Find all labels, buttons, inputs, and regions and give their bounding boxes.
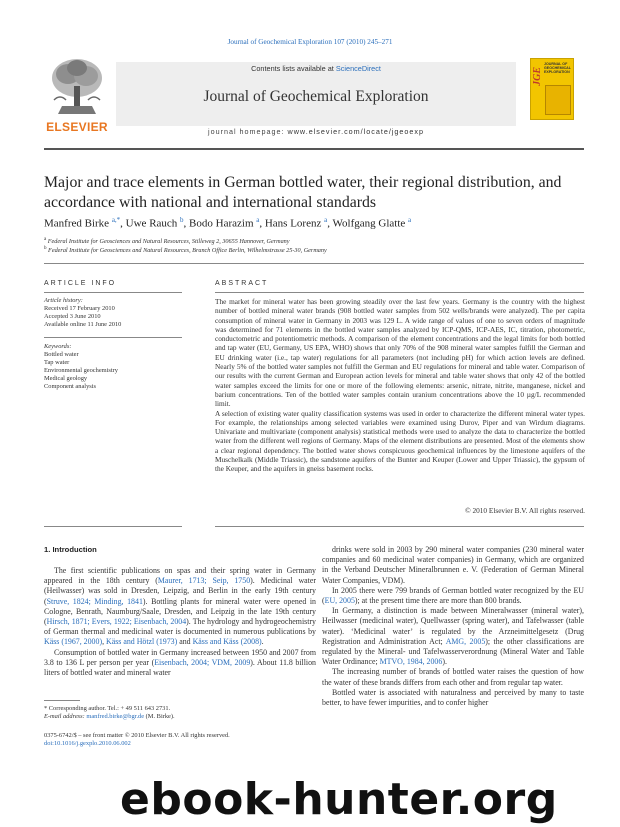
journal-title: Journal of Geochemical Exploration xyxy=(203,88,429,105)
author-list: Manfred Birke $^{a,*}$, Uwe Rauch $^b$, Bodo Harazim $^a$, Hans Lorenz $^a$, Wolfgang Glatte $^a$ xyxy=(44,216,412,230)
body-text: ). The hydrology and hydrogeochemistry of German thermal and medicinal water is documented in numerous publications by xyxy=(44,617,316,637)
contents-line xyxy=(116,64,516,73)
cover-journal-name: JOURNAL OF GEOCHEMICAL EXPLORATION xyxy=(544,62,571,75)
body-text: ). xyxy=(442,657,447,667)
body-paragraph xyxy=(44,566,316,648)
body-paragraph xyxy=(322,545,584,586)
doi-link[interactable]: doi:10.1016/j.gexplo.2010.06.002 xyxy=(44,740,131,747)
citation-link[interactable]: Struve, 1824; Minding, 1841 xyxy=(46,596,143,606)
journal-citation[interactable]: Journal of Geochemical Exploration 107 (2010) 245–271 xyxy=(227,38,393,46)
history-entry: Received 17 February 2010 xyxy=(44,305,115,312)
affiliation-text: Federal Institute for Geosciences and Natural Resources, Stilleweg 2, 30655 Hannover, Germany xyxy=(47,238,290,246)
citation-link[interactable]: Käss and Käss (2008) xyxy=(192,637,262,647)
body-text: and xyxy=(177,637,193,647)
abstract-heading: ABSTRACT xyxy=(215,280,269,287)
affiliation-text: Federal Institute for Geosciences and Natural Resources, Branch Office Berlin, Wilhelmstrasse 25-30, Germany xyxy=(48,247,327,255)
article-history-label: Article history: xyxy=(44,297,83,304)
article-info-heading: ARTICLE INFO xyxy=(44,280,117,287)
watermark: ebook-hunter.org xyxy=(120,774,558,825)
body-text: , xyxy=(102,637,107,647)
author-name[interactable]: Bodo Harazim xyxy=(189,217,254,230)
homepage-url[interactable]: www.elsevier.com/locate/jgeoexp xyxy=(287,127,424,136)
journal-masthead xyxy=(44,54,574,138)
contents-prefix: Contents lists available at xyxy=(251,64,336,73)
body-text: drinks were sold in 2003 by 290 mineral water companies (230 mineral water companies and 60 medicinal water companies) in Germany, which are organized in the Verband Deutscher Mineralbrunnen e. V. (Federation of German Mineral Water Companies, VDM). xyxy=(322,545,584,585)
citation-link[interactable]: Maurer, 1713; Seip, 1750 xyxy=(157,576,251,586)
email-suffix: (M. Birke). xyxy=(144,713,175,720)
abstract-paragraph: A selection of existing water quality classification systems was used in order to characterize the different mineral water types. For example, the relationships among selected variables were examined using Durov, Piper and van Wirdum diagrams. Univariate and multivariate (component analysis) statistical methods were used to analyze the data to characterize the bottled water from the different well regions of Germany. Maps of the element distributions are presented. Most of the elements show a clear regional dependency. The bottled water shows conspicuous geochemical influences by the limestone aquifers of the Muschelkalk (Middle Triassic), the sandstone aquifers of the Bunter and Keuper (Lower and Upper Triassic), the gypsum of the Keuper, and the aquifers in gneiss basement rocks. xyxy=(215,408,585,474)
body-column-right xyxy=(322,545,584,708)
corresponding-author-footnote xyxy=(44,705,316,721)
author-name[interactable]: Uwe Rauch xyxy=(125,217,178,230)
journal-cover-thumbnail[interactable] xyxy=(530,58,574,120)
affiliation-rule xyxy=(44,263,584,264)
abstract-paragraph: The market for mineral water has been growing steadily over the last few years. Germany is the country with the highest number of bottled mineral water brands (908 bottled water samples from 502 wells/brands were analyzed). The per capita consumption of mineral water in Germany in 2003 was 129 L. A wide range of values of one to seven orders of magnitude was determined for 71 elements in the bottled water samples analyzed by ICP-QMS, ICP-AES, IC, titration, photometric, conductometric and potentiometric methods. A comparison of the element concentrations and the legal limits for both bottled and tap water (EU, Germany, US EPA, WHO) shows that only 70% of the 908 mineral water samples fulfill the German and EU drinking water (i.e., tap water) regulations for all parameters (not including pH) for which action levels are defined. Nearly 5% of the bottled water samples not fulfill the German and EU regulations for mineral and table water. Comparison of our results with the current German and European action levels for mineral and table water shows that only 42 of the bottled water samples exceed the limits for one or more of the following elements: arsenic, nitrate, nitrite, manganese, nickel and barium concentrations. Ten of the bottled water samples contain uranium concentrations above the 10 µg/L recommended limit. xyxy=(215,297,585,409)
author-name[interactable]: Manfred Birke xyxy=(44,217,110,230)
body-paragraph xyxy=(322,606,584,667)
body-text: ). Medicinal water (Heilwasser) was sold in Dresden, Leipzig, and Berlin in the early 19th century ( xyxy=(44,576,316,606)
body-paragraph xyxy=(44,648,316,679)
author-name[interactable]: Hans Lorenz xyxy=(264,217,322,230)
article-info-rule xyxy=(44,292,182,293)
author-affiliation-mark[interactable]: b xyxy=(180,216,184,224)
email-label: E-mail address: xyxy=(44,713,87,720)
elsevier-tree-icon xyxy=(48,56,106,118)
footnote-rule xyxy=(44,700,80,701)
body-text: Consumption of bottled water in Germany increased between 1950 and 2007 from 3.8 to 136 L per person per year ( xyxy=(44,647,316,667)
masthead-rule xyxy=(44,148,584,150)
homepage-label: journal homepage: xyxy=(207,127,288,136)
section-heading: 1. Introduction xyxy=(44,545,97,554)
author-affiliation-mark[interactable]: a xyxy=(256,216,260,224)
abstract-bottom-rule xyxy=(215,526,584,527)
body-column-left xyxy=(44,566,316,678)
body-text: ). About 11.8 billion liters of bottled water and mineral water xyxy=(44,657,316,678)
sciencedirect-link[interactable]: ScienceDirect xyxy=(335,64,381,73)
body-paragraph xyxy=(322,667,584,687)
keyword: Component analysis xyxy=(44,383,97,390)
corresponding-author: * Corresponding author. Tel.: + 49 511 643 2731. xyxy=(44,705,171,712)
author-name[interactable]: Wolfgang Glatte xyxy=(332,217,406,230)
citation-link[interactable]: MTVO, 1984, 2006 xyxy=(379,657,443,667)
body-text: In 2005 there were 799 brands of German bottled water recognized by the EU ( xyxy=(322,585,584,606)
cover-image xyxy=(545,85,571,115)
elsevier-logo[interactable] xyxy=(44,54,110,138)
history-entry: Accepted 3 June 2010 xyxy=(44,313,101,320)
body-text: The first scientific publications on spas and their spring water in Germany appeared in the 18th century ( xyxy=(44,566,316,586)
history-entry: Available online 11 June 2010 xyxy=(44,321,122,328)
journal-homepage xyxy=(116,127,516,136)
citation-link[interactable]: EU, 2005 xyxy=(324,596,355,606)
keywords-label: Keywords: xyxy=(44,343,72,350)
affiliation xyxy=(44,246,584,254)
history-rule xyxy=(44,337,182,338)
citation-link[interactable]: Eisenbach, 2004; VDM, 2009 xyxy=(154,657,251,667)
keyword: Tap water xyxy=(44,359,70,366)
body-text: Bottled water is associated with naturalness and perceived by many to taste better, to have fewer impurities, and to confer higher xyxy=(322,687,584,708)
cover-letters: JGE xyxy=(532,67,543,86)
citation-link[interactable]: Käss (1967, 2000) xyxy=(44,637,103,647)
info-bottom-rule xyxy=(44,526,182,527)
keywords xyxy=(44,343,184,391)
citation-link[interactable]: Käss and Hötzl (1973) xyxy=(106,637,178,647)
body-text: ); the other classifications are regulated by the Mineral- und Tafelwasserverordnung (Mineral Water and Table Water Ordinance; xyxy=(322,636,584,667)
abstract-rule xyxy=(215,292,584,293)
keyword: Medical geology xyxy=(44,375,88,382)
paper-title: Major and trace elements in German bottled water, their regional distribution, and accordance with national and international standards xyxy=(44,174,562,211)
body-text: The increasing number of brands of bottled water raises the question of how the water of these brands differs from each other and from regular tap water. xyxy=(322,667,584,687)
body-paragraph xyxy=(322,688,584,708)
citation-link[interactable]: Hirsch, 1871; Evers, 1922; Eisenbach, 2004 xyxy=(46,617,187,627)
affiliation xyxy=(44,237,584,245)
affiliation-mark: b xyxy=(44,246,47,251)
body-text: In Germany, a distinction is made between Mineralwasser (mineral water), Heilwasser (medicinal water), Quellwasser (spring water), and Tafelwasser (table water). ‘Medicinal water’ is regulated by the Arzneimittelgesetz (Drug Registration and Administration Act; xyxy=(322,606,584,646)
author-affiliation-mark[interactable]: a xyxy=(408,216,412,224)
keyword: Bottled water xyxy=(44,351,79,358)
article-history xyxy=(44,297,184,329)
abstract-copyright: © 2010 Elsevier B.V. All rights reserved. xyxy=(465,506,585,515)
keyword: Environmental geochemistry xyxy=(44,367,119,374)
abstract-body xyxy=(215,297,585,474)
author-affiliation-mark[interactable]: a,* xyxy=(111,216,121,224)
body-text: ). Bottling plants for mineral water were opened in Cologne, Benrath, Naumburg/Saale, Dresden, and Leipzig in the late 19th century ( xyxy=(44,596,316,627)
front-matter xyxy=(44,732,316,748)
author-email-link[interactable]: manfred.birke@bgr.de xyxy=(86,713,145,720)
affiliation-mark: a xyxy=(44,237,47,242)
citation-link[interactable]: AMG, 2005 xyxy=(445,636,486,646)
issn-line: 0375-6742/$ – see front matter © 2010 Elsevier B.V. All rights reserved. xyxy=(44,732,230,739)
body-paragraph xyxy=(322,586,584,606)
body-text: . xyxy=(261,637,264,647)
body-text: ); at the present time there are more than 800 brands. xyxy=(354,596,522,606)
elsevier-wordmark: ELSEVIER xyxy=(46,120,108,134)
author-affiliation-mark[interactable]: a xyxy=(324,216,328,224)
